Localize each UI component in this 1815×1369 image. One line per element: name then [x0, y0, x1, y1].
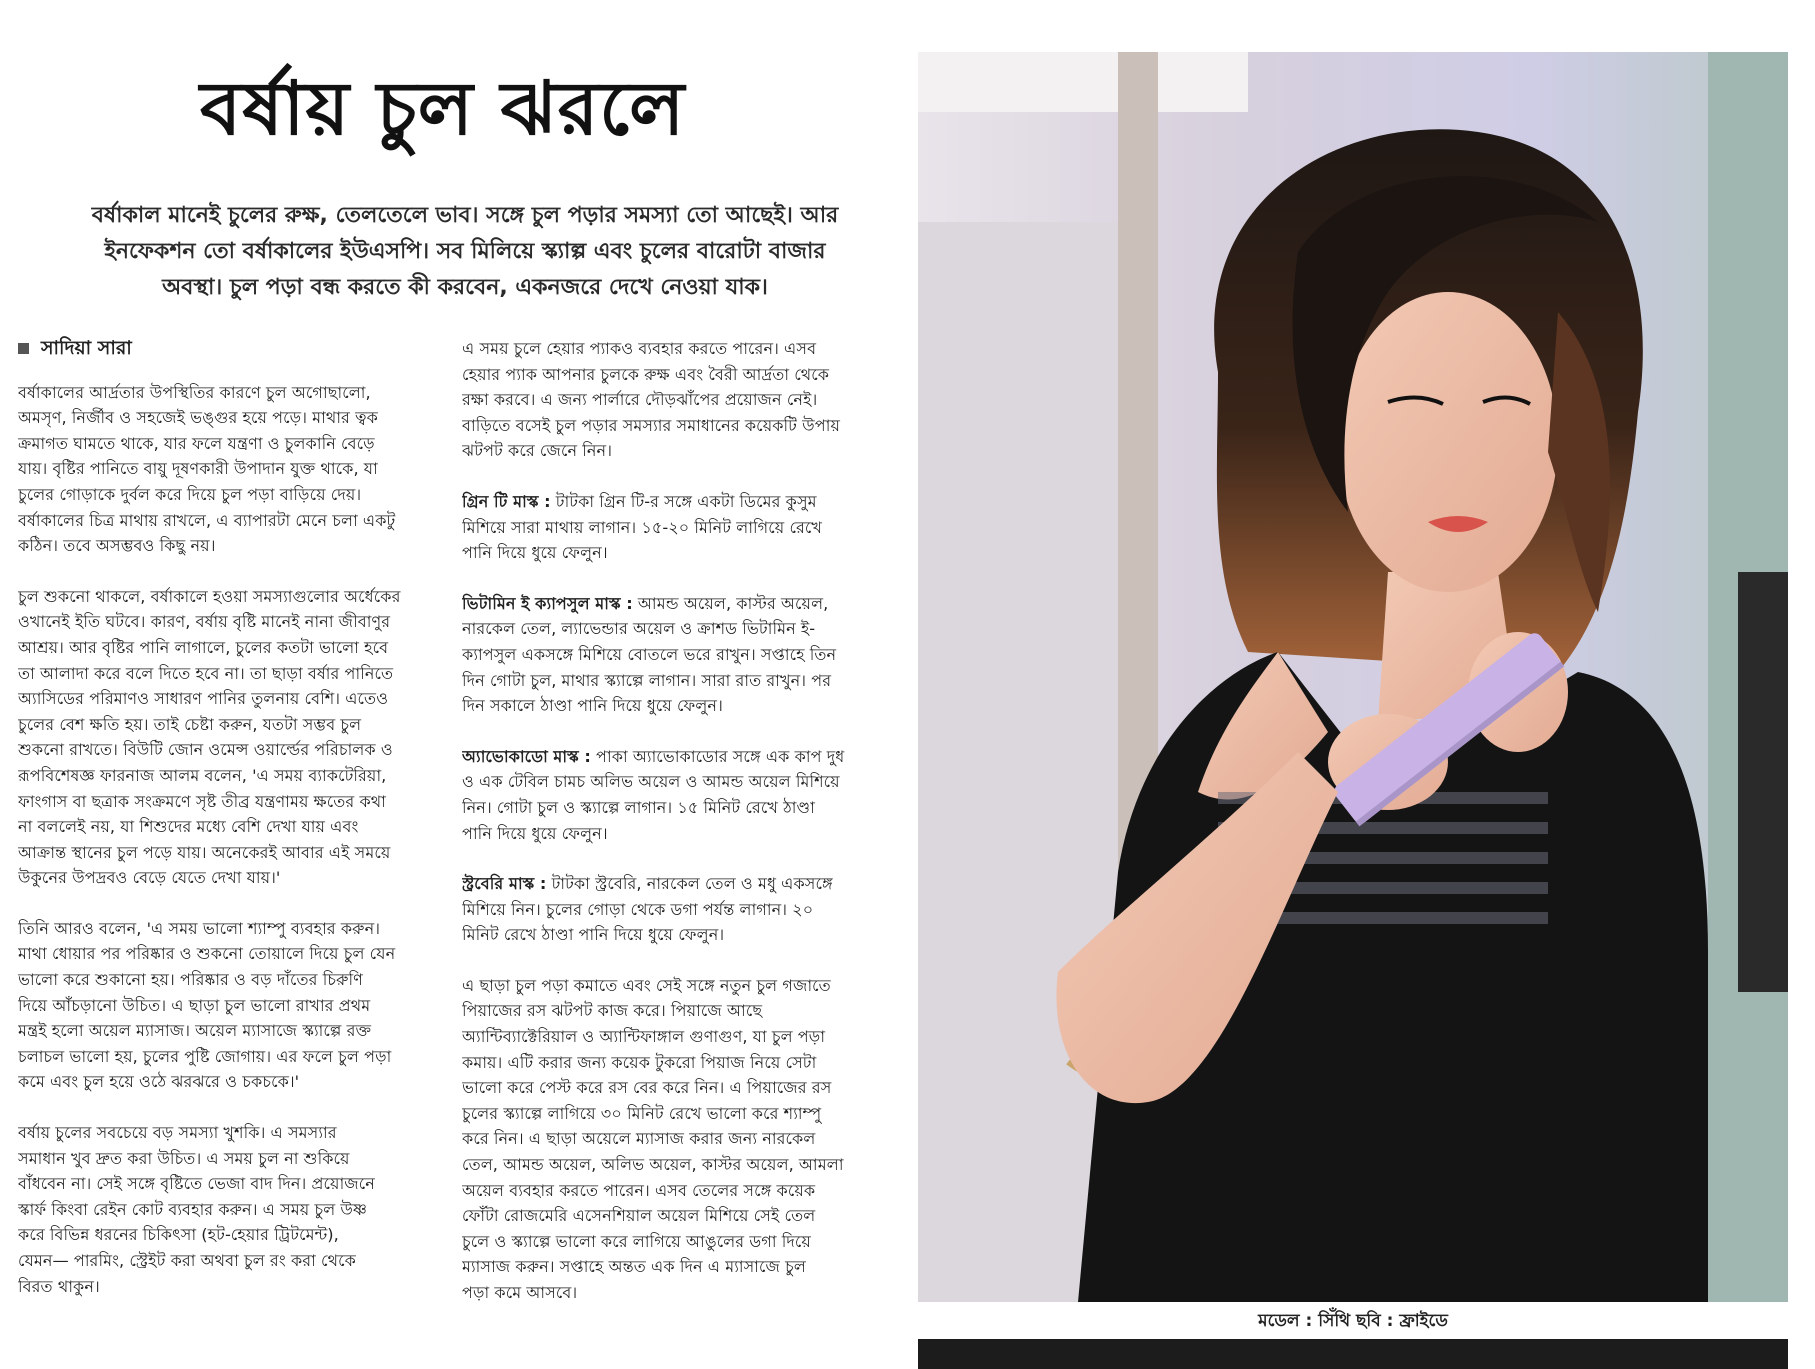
text-line: চুলের বেশ ক্ষতি হয়। তাই চেষ্টা করুন, যতটা সম্ভব চুল: [18, 714, 362, 734]
tip-title: অ্যাভোকাডো মাস্ক :: [462, 746, 591, 766]
text-line: ম্যাসাজ করুন। সপ্তাহে অন্তত এক দিন এ ম্যাসাজে চুল: [462, 1257, 806, 1277]
tip-strawberry: [462, 871, 890, 948]
text-line: বাড়িতে বসেই চুল পড়ার সমস্যার সমাধানের কয়েকটি উপায়: [462, 415, 840, 435]
middle-column: [462, 336, 890, 1331]
text-line: কঠিন। তবে অসম্ভবও কিছু নয়।: [18, 536, 216, 556]
paragraph: [18, 584, 446, 891]
intro-line: বর্ষাকাল মানেই চুলের রুক্ষ, তেলতেলে ভাব। সঙ্গে চুল পড়ার সমস্যা তো আছেই। আর: [91, 203, 839, 228]
paragraph: [462, 973, 890, 1306]
text-line: নিন। গোটা চুল ও স্ক্যাল্পে লাগান। ১৫ মিনিট রেখে ঠাণ্ডা: [462, 797, 815, 817]
text-line: ক্যাপসুল একসঙ্গে মিশিয়ে বোতলে ভরে রাখুন। সপ্তাহে তিন: [462, 644, 837, 664]
text-line: মিশিয়ে সারা মাথায় লাগান। ১৫-২০ মিনিট লাগিয়ে রেখে: [462, 517, 823, 537]
byline-square-icon: [18, 343, 29, 354]
tip-text: টাটকা স্ট্রবেরি, নারকেল তেল ও মধু একসঙ্গে: [551, 874, 833, 894]
text-line: স্কার্ফ কিংবা রেইন কোট ব্যবহার করুন। এ সময় চুল উষ্ণ: [18, 1199, 368, 1219]
text-line: চুলে ও স্ক্যাল্পে ভালো করে লাগিয়ে আঙুলের ডগা দিয়ে: [462, 1231, 811, 1251]
model-illustration: [918, 52, 1788, 1302]
text-line: [462, 744, 890, 770]
text-line: যেমন— পারমিং, স্ট্রেইট করা অথবা চুল রং করা থেকে: [18, 1251, 356, 1270]
text-line: অয়েল ব্যবহার করতে পারেন। এসব তেলের সঙ্গে কয়েক: [462, 1180, 816, 1200]
text-line: এ ছাড়া চুল পড়া কমাতে এবং সেই সঙ্গে নতুন চুল গজাতে: [462, 975, 831, 995]
text-line: পিয়াজের রস ঝটপট কাজ করে। পিয়াজে আছে: [462, 1001, 763, 1021]
text-line: পানি দিয়ে ধুয়ে ফেলুন।: [462, 823, 608, 843]
paragraph: [18, 1120, 446, 1299]
text-line: তা আলাদা করে বলে দিতে হবে না। তা ছাড়া বর্ষার পানিতে: [18, 663, 394, 683]
text-line: মিশিয়ে নিন। চুলের গোড়া থেকে ডগা পর্যন্ত লাগান। ২০: [462, 899, 814, 919]
text-line: দিন গোটা চুল, মাথার স্ক্যাল্পে লাগান। সারা রাত রাখুন। পর: [462, 670, 832, 690]
text-line: আক্রান্ত স্থানের চুল পড়ে যায়। অনেকেরই আবার এই সময়ে: [18, 842, 391, 862]
text-line: মন্ত্রই হলো অয়েল ম্যাসাজ। অয়েল ম্যাসাজে স্ক্যাল্পে রক্ত: [18, 1021, 372, 1041]
text-line: মাথা ধোয়ার পর পরিষ্কার ও শুকনো তোয়ালে দিয়ে চুল যেন: [18, 944, 396, 964]
intro-line: ইনফেকশন তো বর্ষাকালের ইউএসপি। সব মিলিয়ে স্ক্যাল্প এবং চুলের বারোটা বাজার: [104, 239, 826, 264]
text-line: ভালো করে পেস্ট করে রস বের করে নিন। এ পিয়াজের রস: [462, 1078, 832, 1098]
text-line: বর্ষাকালের চিত্র মাথায় রাখলে, এ ব্যাপারটা মেনে চলা একটু: [18, 510, 396, 530]
text-line: চুলের গোড়াকে দুর্বল করে দিয়ে চুল পড়া বাড়িয়ে দেয়।: [18, 484, 362, 504]
intro-paragraph: [70, 198, 860, 306]
left-column: [18, 336, 446, 1324]
text-line: মিনিট রেখে ঠাণ্ডা পানি দিয়ে ধুয়ে ফেলুন।: [462, 925, 725, 945]
tip-title: গ্রিন টি মাস্ক :: [462, 491, 551, 511]
text-line: না বললেই নয়, যা শিশুদের মধ্যে বেশি দেখা যায় এবং: [18, 817, 359, 837]
text-line: এ সময় চুলে হেয়ার প্যাকও ব্যবহার করতে পারেন। এসব: [462, 339, 817, 358]
author-name: সাদিয়া সারা: [41, 337, 132, 359]
face: [1338, 292, 1558, 592]
byline: [18, 336, 446, 362]
furniture: [1738, 572, 1788, 992]
tip-text: টাটকা গ্রিন টি-র সঙ্গে একটা ডিমের কুসুম: [555, 491, 817, 511]
tip-avocado: [462, 744, 890, 846]
text-line: দিয়ে আঁচড়ানো উচিত। এ ছাড়া চুল ভালো রাখার প্রথম: [18, 995, 371, 1015]
text-line: কমায়। এটি করার জন্য কয়েক টুকরো পিয়াজ নিয়ে সেটা: [462, 1052, 817, 1072]
ceiling: [918, 52, 1248, 112]
text-line: ওখানেই ইতি ঘটবে। কারণ, বর্ষায় বৃষ্টি মানেই নানা জীবাণুর: [18, 612, 391, 632]
text-line: বর্ষায় চুলের সবচেয়ে বড় সমস্যা খুশকি। এ সমস্যার: [18, 1123, 337, 1143]
text-line: ও এক টেবিল চামচ অলিভ অয়েল ও আমন্ড অয়েল মিশিয়ে: [462, 772, 840, 792]
text-line: [462, 871, 890, 897]
text-line: তেল, আমন্ড অয়েল, অলিভ অয়েল, কাস্টর অয়েল, আমলা: [462, 1155, 844, 1175]
text-line: সমাধান খুব দ্রুত করা উচিত। এ সময় চুল না শুকিয়ে: [18, 1148, 350, 1168]
text-line: চুল শুকনো থাকলে, বর্ষাকালে হওয়া সমস্যাগুলোর অর্ধেকের: [18, 586, 401, 606]
text-line: পড়া কমে আসবে।: [462, 1283, 578, 1302]
text-line: ফোঁটা রোজমেরি এসেনশিয়াল অয়েল মিশিয়ে সেই তেল: [462, 1206, 816, 1226]
text-line: [462, 489, 890, 515]
text-line: নারকেল তেল, ল্যাভেন্ডার অয়েল ও ক্রাশড ভিটামিন ই-: [462, 619, 816, 639]
tip-green-tea: [462, 489, 890, 566]
text-line: তিনি আরও বলেন, 'এ সময় ভালো শ্যাম্পু ব্যবহার করুন।: [18, 918, 381, 938]
text-line: যায়। বৃষ্টির পানিতে বায়ু দূষণকারী উপাদান যুক্ত থাকে, যা: [18, 459, 378, 479]
tip-text: পাকা অ্যাভোকাডোর সঙ্গে এক কাপ দুধ: [596, 746, 845, 766]
text-line: অ্যাসিডের পরিমাণও সাধারণ পানির তুলনায় বেশি। এতেও: [18, 689, 389, 709]
text-line: ঝটপট করে জেনে নিন।: [462, 441, 613, 461]
text-line: করে নিন। এ ছাড়া অয়েলে ম্যাসাজ করার জন্য নারকেল: [462, 1129, 816, 1149]
text-line: রক্ষা করবে। এ জন্য পার্লারে দৌড়ঝাঁপের প্রয়োজন নেই।: [462, 390, 818, 410]
text-line: বর্ষাকালের আর্দ্রতার উপস্থিতির কারণে চুল অগোছালো,: [18, 382, 371, 402]
tip-vitamin-e: [462, 591, 890, 719]
model-photo: [918, 52, 1788, 1302]
text-line: রূপবিশেষজ্ঞ ফারনাজ আলম বলেন, 'এ সময় ব্যাকটেরিয়া,: [18, 765, 387, 785]
paragraph: [18, 380, 446, 559]
paragraph: [18, 916, 446, 1095]
text-line: পানি দিয়ে ধুয়ে ফেলুন।: [462, 543, 608, 563]
text-line: ভালো করে শুকানো হয়। পরিষ্কার ও বড় দাঁতের চিরুণি: [18, 970, 363, 990]
tip-text: আমন্ড অয়েল, কাস্টর অয়েল,: [637, 593, 829, 613]
tip-title: স্ট্রবেরি মাস্ক :: [462, 874, 547, 894]
text-line: চুলের স্ক্যাল্পে লাগিয়ে ৩০ মিনিট রেখে ভালো করে শ্যাম্পু: [462, 1103, 822, 1123]
text-line: ফাংগাস বা ছত্রাক সংক্রমণে সৃষ্ট তীব্র যন্ত্রণাময় ক্ষতের কথা: [18, 791, 386, 811]
text-line: ক্রমাগত ঘামতে থাকে, যার ফলে যন্ত্রণা ও চুলকানি বেড়ে: [18, 433, 375, 453]
text-line: বাঁধবেন না। সেই সঙ্গে বৃষ্টিতে ভেজা বাদ দিন। প্রয়োজনে: [18, 1174, 375, 1194]
window: [918, 222, 1118, 1302]
text-line: [462, 591, 890, 617]
text-line: বিরত থাকুন।: [18, 1276, 100, 1296]
text-line: শুকনো রাখতে। বিউটি জোন ওমেন্স ওয়ার্ল্ডের পরিচালক ও: [18, 740, 393, 760]
text-line: কমে এবং চুল হয়ে ওঠে ঝরঝরে ও চকচকে।': [18, 1072, 300, 1092]
text-line: চলাচল ভালো হয়, চুলের পুষ্টি জোগায়। এর ফলে চুল পড়া: [18, 1046, 392, 1066]
text-line: অ্যান্টিব্যাক্টেরিয়াল ও অ্যান্টিফাঙ্গাল গুণাগুণ, যা চুল পড়া: [462, 1027, 826, 1047]
text-line: আশ্রয়। আর বৃষ্টির পানি লাগালে, চুলের কতটা ভালো হবে: [18, 637, 389, 657]
text-line: অমসৃণ, নির্জীব ও সহজেই ভঙ্গুর হয়ে পড়ে। মাথার ত্বক: [18, 408, 378, 428]
text-line: করে বিভিন্ন ধরনের চিকিৎসা (হট-হেয়ার ট্রিটমেন্ট),: [18, 1225, 339, 1245]
intro-line: অবস্থা। চুল পড়া বন্ধ করতে কী করবেন, একনজরে দেখে নেওয়া যাক।: [162, 275, 768, 300]
photo-caption: মডেল : সিঁথি ছবি : ফ্রাইডে: [918, 1305, 1788, 1339]
text-line: হেয়ার প্যাক আপনার চুলকে রুক্ষ এবং বৈরী আর্দ্রতা থেকে: [462, 364, 830, 384]
tip-title: ভিটামিন ই ক্যাপসুল মাস্ক :: [462, 593, 633, 613]
text-line: উকুনের উপদ্রবও বেড়ে যেতে দেখা যায়।': [18, 868, 281, 888]
text-line: দিন সকালে ঠাণ্ডা পানি দিয়ে ধুয়ে ফেলুন।: [462, 696, 723, 716]
headline: বর্ষায় চুল ঝরলে: [200, 66, 686, 152]
paragraph: [462, 336, 890, 464]
